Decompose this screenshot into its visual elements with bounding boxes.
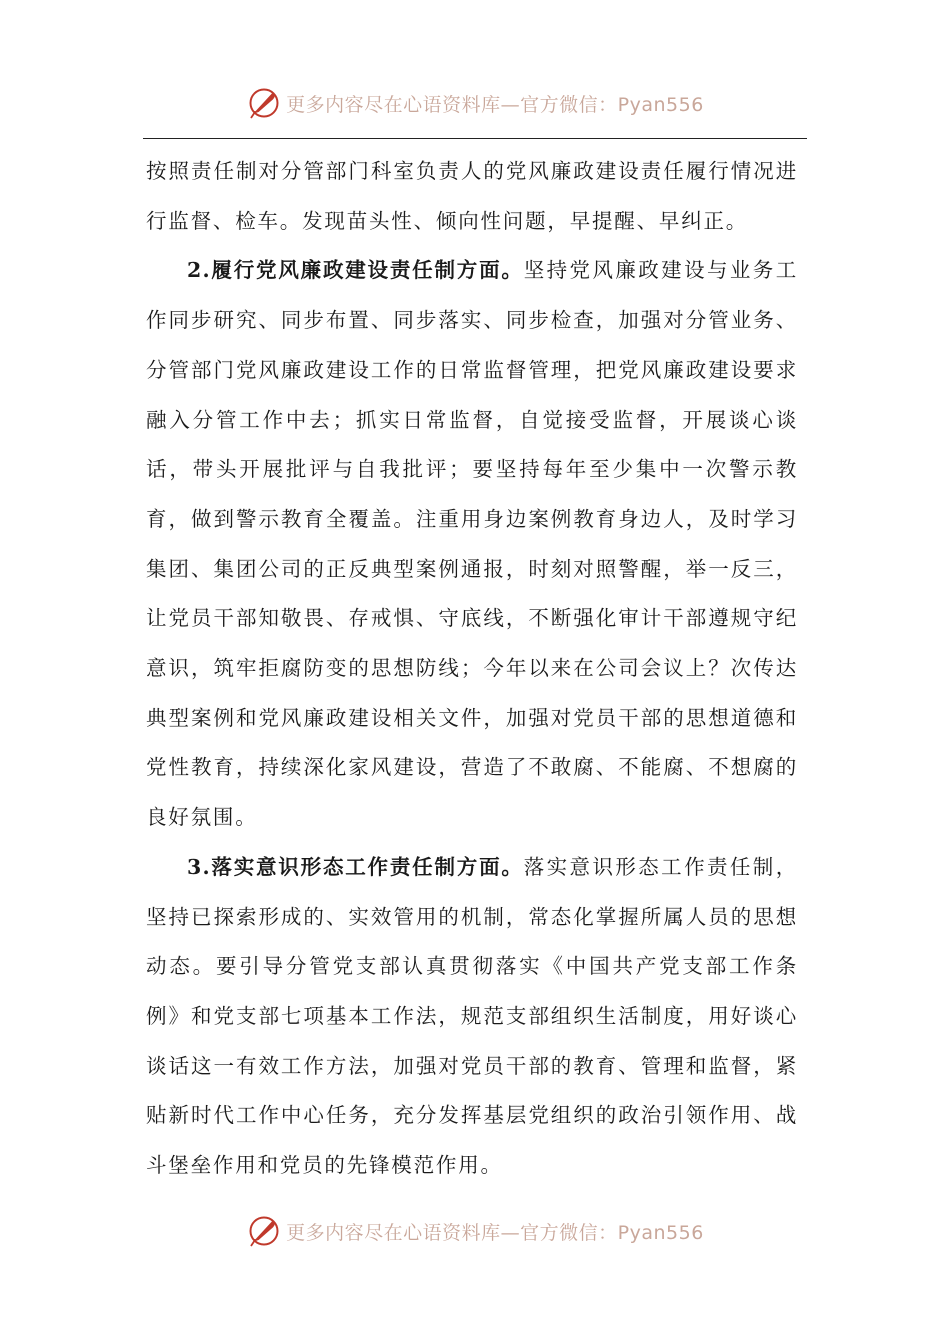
wechat-id: Pyan556: [617, 1221, 704, 1244]
paragraph-2-body: 坚持党风廉政建设与业务工作同步研究、同步布置、同步落实、同步检查，加强对分管业务、分管部门党风廉政建设工作的日常监督管理，把党风廉政建设要求融入分管工作中去；抓实日常监督，自觉接受监督，开展谈心谈话，带头开展批评与自我批评；要坚持每年至少集中一次警示教育，做到警示教育全覆盖。注重用身边案例教育身边人，及时学习集团、集团公司的正反典型案例通报，时刻对照警醒，举一反三，让党员干部知敬畏、存戒惧、守底线，不断强化审计干部遵规守纪意识，筑牢拒腐防变的思想防线；今年以来在公司会议上？次传达典型案例和党风廉政建设相关文件，加强对党员干部的思想道德和党性教育，持续深化家风建设，营造了不敢腐、不能腐、不想腐的良好氛围。: [146, 258, 798, 830]
header-divider: [143, 138, 807, 139]
paragraph-2-heading: 2.履行党风廉政建设责任制方面。: [187, 258, 524, 283]
watermark-text: 更多内容尽在心语资料库—官方微信：Pyan556: [286, 1221, 704, 1244]
footer-watermark-banner: [0, 1206, 950, 1256]
paragraph-1: [146, 147, 798, 246]
quill-pen-logo-icon: [246, 1213, 282, 1249]
paragraph-3-heading: 3.落实意识形态工作责任制方面。: [187, 854, 524, 879]
watermark-text: 更多内容尽在心语资料库—官方微信：Pyan556: [286, 93, 704, 116]
header-watermark-banner: [0, 78, 950, 128]
document-body: [146, 147, 798, 1191]
wechat-id: Pyan556: [617, 93, 704, 116]
paragraph-2: [146, 246, 798, 842]
paragraph-3: [146, 843, 798, 1191]
quill-pen-logo-icon: [246, 85, 282, 121]
paragraph-3-body: 落实意识形态工作责任制，坚持已探索形成的、实效管用的机制，常态化掌握所属人员的思想动态。要引导分管党支部认真贯彻落实《中国共产党支部工作条例》和党支部七项基本工作法，规范支部组织生活制度，用好谈心谈话这一有效工作方法，加强对党员干部的教育、管理和监督，紧贴新时代工作中心任务，充分发挥基层党组织的政治引领作用、战斗堡垒作用和党员的先锋模范作用。: [146, 854, 798, 1178]
paragraph-1-body: 按照责任制对分管部门科室负责人的党风廉政建设责任履行情况进行监督、检车。发现苗头性、倾向性问题，早提醒、早纠正。: [146, 159, 798, 233]
